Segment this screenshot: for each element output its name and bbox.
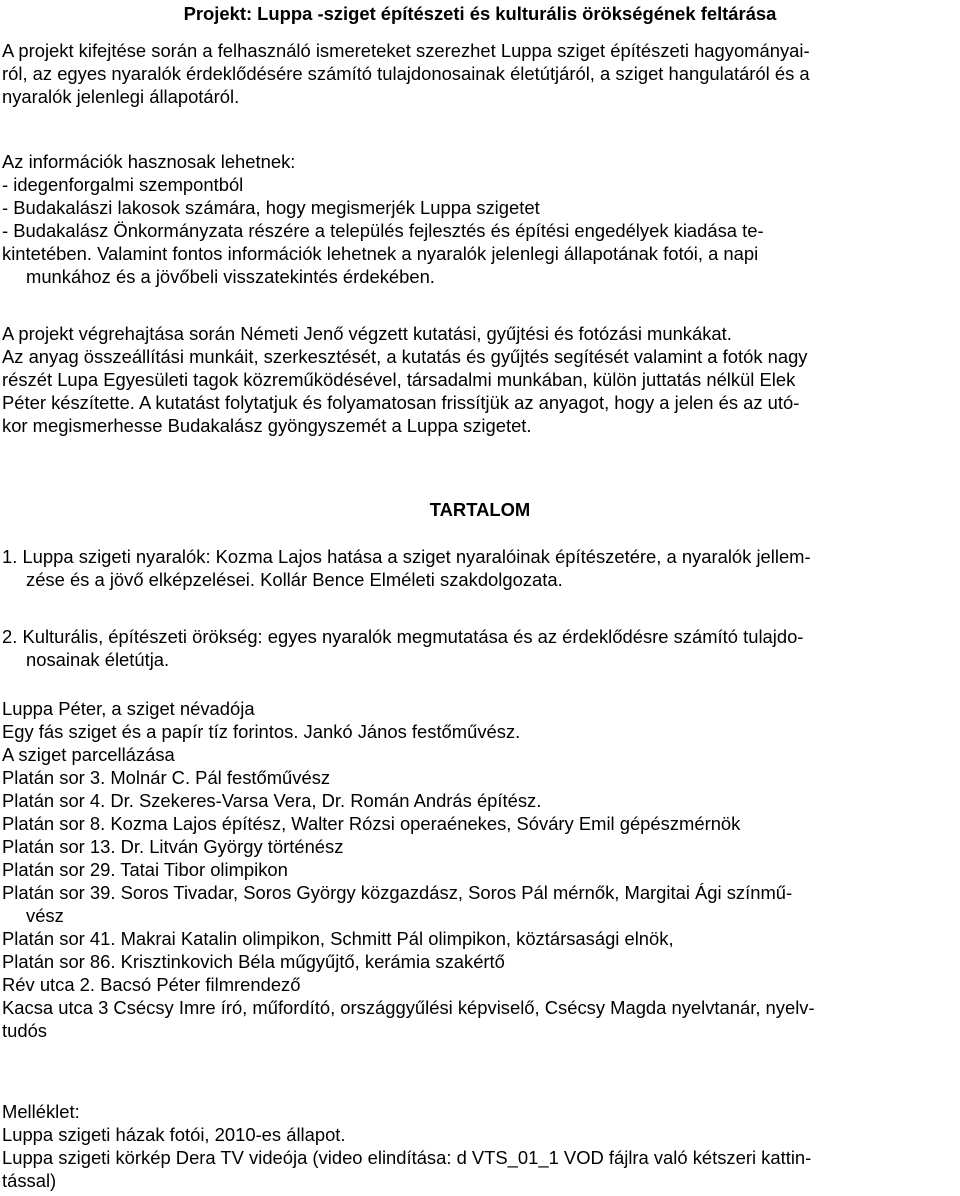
list-item: Egy fás sziget és a papír tíz forintos. Jankó János festőművész. [2, 721, 521, 742]
toc-heading: TARTALOM [429, 499, 531, 520]
list-item: Platán sor 39. Soros Tivadar, Soros György közgazdász, Soros Pál mérnők, Margitai Ági színmű- [2, 882, 793, 903]
appendix-item: tással) [2, 1170, 57, 1191]
toc-item-1 [2, 545, 956, 591]
credits-line: A projekt végrehajtása során Németi Jenő végzett kutatási, gyűjtési és fotózási munkákat. [2, 323, 732, 344]
usefulness-item: kintetében. Valamint fontos információk lehetnek a nyaralók jelenlegi állapotának fotói, a napi [2, 243, 759, 264]
intro-paragraph [2, 39, 956, 108]
list-item: Rév utca 2. Bacsó Péter filmrendező [2, 974, 301, 995]
usefulness-item: - Budakalászi lakosok számára, hogy megismerjék Luppa szigetet [2, 197, 540, 218]
document-title: Projekt: Luppa -sziget építészeti és kulturális örökségének feltárása [183, 3, 777, 24]
toc-item-2 [2, 625, 956, 671]
intro-line: ról, az egyes nyaralók érdeklődésére számító tulajdonosainak életútjáról, a sziget hangulatáról és a [2, 63, 810, 84]
toc-line: 2. Kulturális, építészeti örökség: egyes nyaralók megmutatása és az érdeklődésre számító tulajdo- [2, 626, 804, 647]
appendix-item: Luppa szigeti körkép Dera TV videója (video elindítása: d VTS_01_1 VOD fájlra való kétszeri kattin- [2, 1147, 812, 1168]
toc-line: zése és a jövő elképzelései. Kollár Bence Elméleti szakdolgozata. [26, 569, 563, 590]
list-item: Platán sor 3. Molnár C. Pál festőművész [2, 767, 331, 788]
usefulness-item: - Budakalász Önkormányzata részére a település fejlesztés és építési engedélyek kiadása te- [2, 220, 764, 241]
list-item: Kacsa utca 3 Csécsy Imre író, műfordító, országgyűlési képviselő, Csécsy Magda nyelvtanár, nyelv- [2, 997, 815, 1018]
list-item: tudós [2, 1020, 47, 1041]
usefulness-heading: Az információk hasznosak lehetnek: [2, 151, 296, 172]
credits-paragraph [2, 322, 956, 437]
list-item: Platán sor 86. Krisztinkovich Béla műgyűjtő, kerámia szakértő [2, 951, 505, 972]
list-item: Platán sor 13. Dr. Litván György történész [2, 836, 344, 857]
list-item: Platán sor 29. Tatai Tibor olimpikon [2, 859, 288, 880]
intro-line: A projekt kifejtése során a felhasználó ismereteket szerezhet Luppa sziget építészeti hagyományai- [2, 40, 810, 61]
usefulness-item: munkához és a jövőbeli visszatekintés érdekében. [26, 266, 435, 287]
list-item: Platán sor 4. Dr. Szekeres-Varsa Vera, Dr. Román András építész. [2, 790, 542, 811]
property-list [2, 697, 956, 1042]
intro-line: nyaralók jelenlegi állapotáról. [2, 86, 240, 107]
appendix-item: Luppa szigeti házak fotói, 2010-es állapot. [2, 1124, 346, 1145]
credits-line: kor megismerhesse Budakalász gyöngyszemét a Luppa szigetet. [2, 415, 532, 436]
toc-line: 1. Luppa szigeti nyaralók: Kozma Lajos hatása a sziget nyaralóinak építészetére, a nyaralók jellem- [2, 546, 811, 567]
list-item: Luppa Péter, a sziget névadója [2, 698, 255, 719]
credits-line: részét Lupa Egyesületi tagok közreműködésével, társadalmi munkában, külön juttatás nélkül Elek [2, 369, 796, 390]
list-item: Platán sor 41. Makrai Katalin olimpikon, Schmitt Pál olimpikon, köztársasági elnök, [2, 928, 674, 949]
appendix-heading: Melléklet: [2, 1101, 80, 1122]
appendix-section [2, 1100, 956, 1192]
credits-line: Péter készítette. A kutatást folytatjuk és folyamatosan frissítjük az anyagot, hogy a jelen és az utó- [2, 392, 800, 413]
usefulness-section [2, 150, 956, 288]
usefulness-item: - idegenforgalmi szempontból [2, 174, 244, 195]
list-item: A sziget parcellázása [2, 744, 175, 765]
credits-line: Az anyag összeállítási munkáit, szerkesztését, a kutatás és gyűjtés segítését valamint a fotók nagy [2, 346, 808, 367]
list-item: vész [26, 905, 64, 926]
toc-line: nosainak életútja. [26, 649, 170, 670]
list-item: Platán sor 8. Kozma Lajos építész, Walter Rózsi operaénekes, Sóváry Emil gépészmérnök [2, 813, 741, 834]
